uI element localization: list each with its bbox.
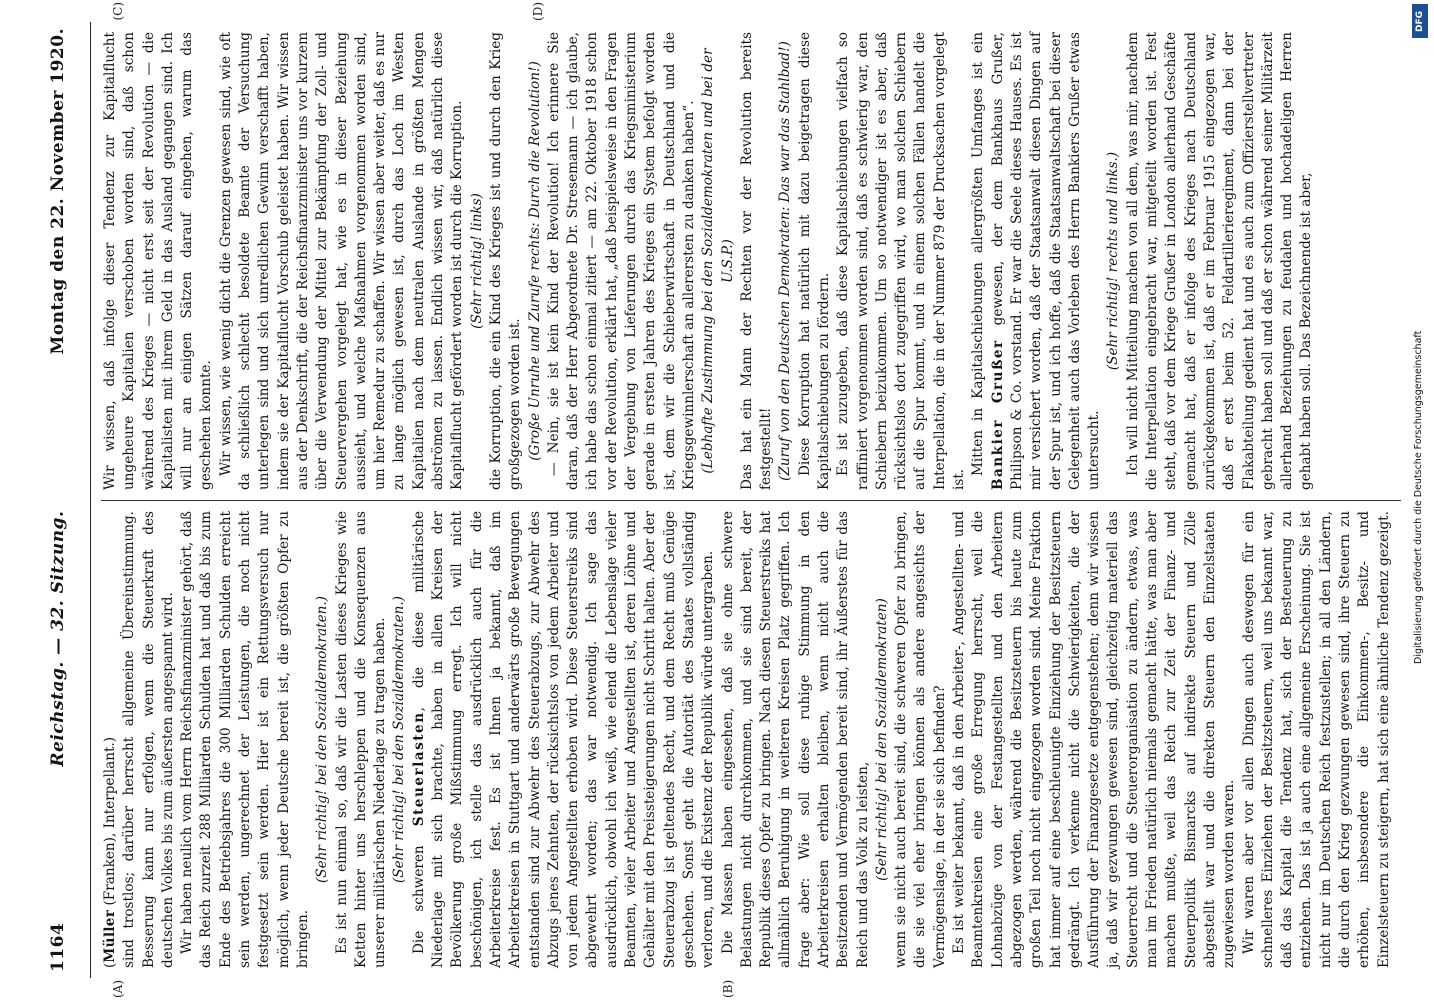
paragraph: Wir haben neulich vom Herrn Reichsfinanzminister gehört, daß das Reich zurzeit 288 Milliarden Schulden hat und daß bis zum Ende des Betriebsjahres die 300 Milliarden Schulden erreicht sein werden, ungerechnet der Leistungen, die noch nicht festgesetzt sein werden. Hier ist ein Rettungsversuch nur möglich, wenn jeder Deutsche bereit ist, die größten Opfer zu bringen.: [179, 511, 311, 968]
session-date: Montag den 22. November 1920.: [48, 28, 68, 355]
paragraph: Wir wissen, wie wenig dicht die Grenzen gewesen sind, wie oft da schließlich schlecht besoldete Beamte der Versuchung unterlegen sind und sich unredlichen Gewinn verschafft haben, indem sie der Kapitalflucht Vorschub geleistet haben. Wir wissen aus der Denkschrift, die der Reichsfinanzminister uns vor kurzem über die Verwendung der Mittel zur Bekämpfung der Zoll- und Steuervergehen vorgelegt hat, wie es in dieser Beziehung aussieht, und welche Maßnahmen vorgenommen worden sind, um hier Remedur zu schaffen. Wir wissen aber weiter, daß es nur zu lange möglich gewesen ist, durch das Loch im Westen Kapitalien nach dem neutralen Auslande in größten Mengen abströmen zu lassen. Endlich wissen wir, daß natürlich diese Kapitalflucht gefördert worden ist durch die Korruption.: [217, 32, 466, 490]
dfg-logo: DFG: [1412, 4, 1428, 38]
paragraph: [969, 32, 1104, 490]
left-column: [101, 500, 1401, 978]
paragraph: Wir wissen, daß infolge dieser Tendenz zur Kapitalflucht ungeheure Kapitalien verschoben worden sind, daß schon während des Krieges — nicht erst seit der Revolution — die Kapitalisten mit ihrem Geld in das Ausland gegangen sind. Ich will nur an einigen Sätzen darauf eingehen, warum das geschehen konnte.: [102, 32, 215, 490]
paragraph: Es ist weiter bekannt, daß in den Arbeiter-, Angestellten- und Beamtenkreisen eine große Erregung herrscht, weil die Lohnabzüge von der Festangestellten und den Arbeitern abgezogen werden, während die Besitzsteuern bis heute zum großen Teil noch nicht eingezogen worden sind. Meine Fraktion hat immer auf eine beschleunigte Einziehung der Besitzsteuern gedrängt. Ich verkenne nicht die Schwierigkeiten, die der Ausführung der Finanzgesetze entgegenstehen; denn wir wissen ja, daß wir gezwungen gewesen sind, gleichzeitig materiell das Steuerrecht und die Steuerorganisation zu ändern, etwas, was man im Frieden natürlich niemals gemacht hätte, was man aber machen mußte, weil das Reich zur Zeit der Finanz- und Steuerpolitik Bismarcks auf indirekte Steuern und Zölle abgestellt war und die direkten Steuern den Einzelstaaten zugewiesen worden waren.: [951, 511, 1238, 968]
digitization-credit: Digitalisierung gefördert durch die Deutsche Forschungsgemeinschaft: [1413, 330, 1424, 664]
margin-marker-a: (A): [111, 979, 125, 998]
interjection: (Sehr richtig! bei den Sozialdemokraten.): [314, 596, 331, 883]
interjection: (Zuruf von den Deutschen Demokraten: Das war das Stahlbad!): [777, 41, 794, 481]
paragraph: die Korruption, die ein Kind des Krieges ist und durch den Krieg großgezogen worden ist.: [487, 32, 524, 490]
paragraph: Die Massen haben eingesehen, daß sie ohne schwere Belastungen nicht durchkommen, und sie sind bereit, der Republik dieses Opfer zu bringen. Nach diesen Steuerstreiks hat allmählich Beruhigung in weiteren Kreisen Platz gegriffen. Ich frage aber: Wie soll diese ruhige Stimmung in den Arbeiterkreisen erhalten bleiben, wenn nicht auch die Besitzenden und Vermögenden bereit sind, ihr Äußerstes für das Reich und das Volk zu leisten,: [719, 511, 871, 968]
paragraph: wenn sie nicht auch bereit sind, die schweren Opfer zu bringen, die sie viel eher bringen können als andere angesichts der Vermögenslage, in der sie sich befinden?: [893, 511, 948, 968]
paragraph-lead: Mitten in Kapitalschiebungen allergrößten Umfanges ist ein: [970, 32, 987, 476]
paragraph: Diese Korruption hat natürlich mit dazu beigetragen diese Kapitalschiebungen zu fördern.: [796, 32, 832, 490]
paragraph-rest: gewesen, der dem Bankhaus Grußer, Philipson & Co. vorstand. Er war die Seele dieses Hauses. Es ist mir versichert worden, daß der Staatsanwalt diesen Dingen auf der Spur ist, und ich hoffe, daß die Staatsanwaltschaft bei dieser Gelegenheit auch das Vorleben des Herrn Bankiers Grußer etwas untersucht.: [989, 31, 1103, 490]
speaker-line: (Müller (Franken), Interpellant.): [102, 736, 118, 968]
paragraph: Wir waren aber vor allen Dingen auch deswegen für ein schnelleres Einziehen der Besitzsteuern, weil uns bekannt war, daß das Kapital die Tendenz hat, sich der Besteuerung zu entziehen. Das ist ja auch eine allgemeine Erscheinung. Sie ist nicht nur im Deutschen Reich festzustellen; in all den Ländern, die durch den Krieg gezwungen gewesen sind, ihre Steuern zu erhöhen, insbesondere die Einkommen-, Besitz- und Einzelsteuern zu steigern, hat sich eine ähnliche Tendenz gezeigt.: [1240, 511, 1392, 968]
emphasis-term: Bankier Grußer: [989, 339, 1006, 490]
paragraph-lead: Die schweren: [410, 826, 427, 954]
paragraph-rest: , die diese militärische Niederlage mit sich brachte, haben in allen Kreisen der Bevölkerung große Mißstimmung erregt. Ich will nicht beschönigen, ich stelle das ausdrücklich auch für die Arbeiterkreise fest. Es ist Ihnen ja bekannt, daß im Arbeiterkreisen in Stuttgart und anderwärts große Bewegungen entstanden sind zur Abwehr des Steuerabzugs, zur Abwehr des Abzugs jenes Zehnten, der rücksichtslos von jedem Arbeiter und von jedem Angestellten erhoben wird. Diese Steuerstreiks sind abgewehrt worden; das war notwendig. Ich sage das ausdrücklich, obwohl ich weiß, wie elend die Lebenslage vieler Beamten, vieler Arbeiter und Angestellten ist, deren Löhne und Gehälter mit den Preissteigerungen nicht Schritt halten. Aber der Steuerabzug ist geltendes Recht, und dem Recht muß Genüge geschehen. Sonst geht die Autorität des Staates vollständig verloren, und die Existenz der Republik würde untergraben.: [410, 511, 717, 968]
interjection: (Lebhafte Zustimmung bei den Sozialdemokraten und bei der U.S.P.): [700, 48, 736, 474]
paragraph: Ich will nicht Mitteilung machen von all dem, was mir, nachdem die Interpellation eingebracht war, mitgeteilt worden ist. Fest steht, daß vor dem Kriege Grußer in London allerhand Geschäfte gemacht hat, daß er infolge des Krieges nach Deutschland zurückgekommen ist, daß er im Februar 1915 eingezogen war, daß er erst beim 52. Feldartillerieregiment, dann bei der Flakabteilung gedient hat und es auch zum Offizierstellvertreter gebracht haben soll und daß er schon während seiner Militärzeit allerhand Beziehungen zu feudalen und hochadeligen Herren gehabt haben soll. Das Bezeichnende ist aber,: [1124, 32, 1315, 490]
paragraph: Es ist nun einmal so, daß wir die Lasten dieses Krieges wie Ketten hinter uns herschleppen und die Konsequenzen aus unserer militärischen Niederlage zu tragen haben.: [333, 511, 389, 968]
interjection: (Sehr richtig! links): [468, 193, 485, 329]
paragraph: [410, 511, 719, 968]
right-column: [101, 22, 1401, 500]
text-columns: [101, 2, 1401, 998]
interjection: (Sehr richtig! bei den Sozialdemokraten): [873, 598, 890, 881]
page-header: [48, 22, 91, 978]
interjection: (Große Unruhe und Zurufe rechts: Durch die Revolution!): [526, 61, 543, 461]
page-number: 1164: [48, 922, 68, 972]
interjection: (Sehr richtig! bei den Sozialdemokraten.): [391, 596, 408, 883]
margin-marker-d: (D): [531, 2, 545, 21]
interjection: (Sehr richtig! rechts und links.): [1105, 151, 1122, 371]
emphasis-term: Steuerlasten: [410, 711, 427, 827]
paragraph: Das hat ein Mann der Rechten vor der Revolution bereits festgestellt!: [738, 32, 775, 490]
speaker-name: Müller: [102, 909, 118, 963]
speaker-suffix: (Franken), Interpellant.): [102, 736, 118, 910]
paragraph: Es ist zuzugeben, daß diese Kapitalschiebungen vielfach so raffiniert vorgenommen worden sind, daß es schwierig war, den Schiebern beizukommen. Um so notwendiger ist es aber, daß rücksichtslos dort zugegriffen wird, wo man solchen Schiebern auf die Spur kommt, und in einem solchen Fällen handelt die Interpellation, die in der Nummer 879 der Drucksachen vorgelegt ist.: [835, 32, 968, 490]
margin-marker-b: (B): [721, 979, 735, 998]
rotated-page-content: [30, 0, 1410, 1000]
session-title: Reichstag. — 32. Sitzung.: [48, 510, 68, 767]
margin-marker-c: (C): [111, 2, 125, 21]
paragraph: — Nein, sie ist kein Kind der Revolution! Ich erinnere Sie daran, daß der Herr Abgeordnete Dr. Stresemann — ich glaube, ich habe das schon einmal zitiert — am 22. Oktober 1918 schon vor der Revolution, erklärt hat, „daß beispielsweise in den Fragen der Vergebung von Lieferungen durch das Kriegsministerium gerade in ersten Jahren des Krieges ein System befolgt worden ist, dem wir die Schieberwirtschaft in Deutschland und die Kriegsgewinnlerschaft an allerersten zu danken haben“.: [545, 32, 697, 490]
paragraph: sind trostlos; darüber herrscht allgemeine Übereinstimmung. Besserung kann nur erfolgen, wenn die Steuerkraft des deutschen Volkes bis zum äußersten angespannt wird.: [121, 511, 176, 968]
